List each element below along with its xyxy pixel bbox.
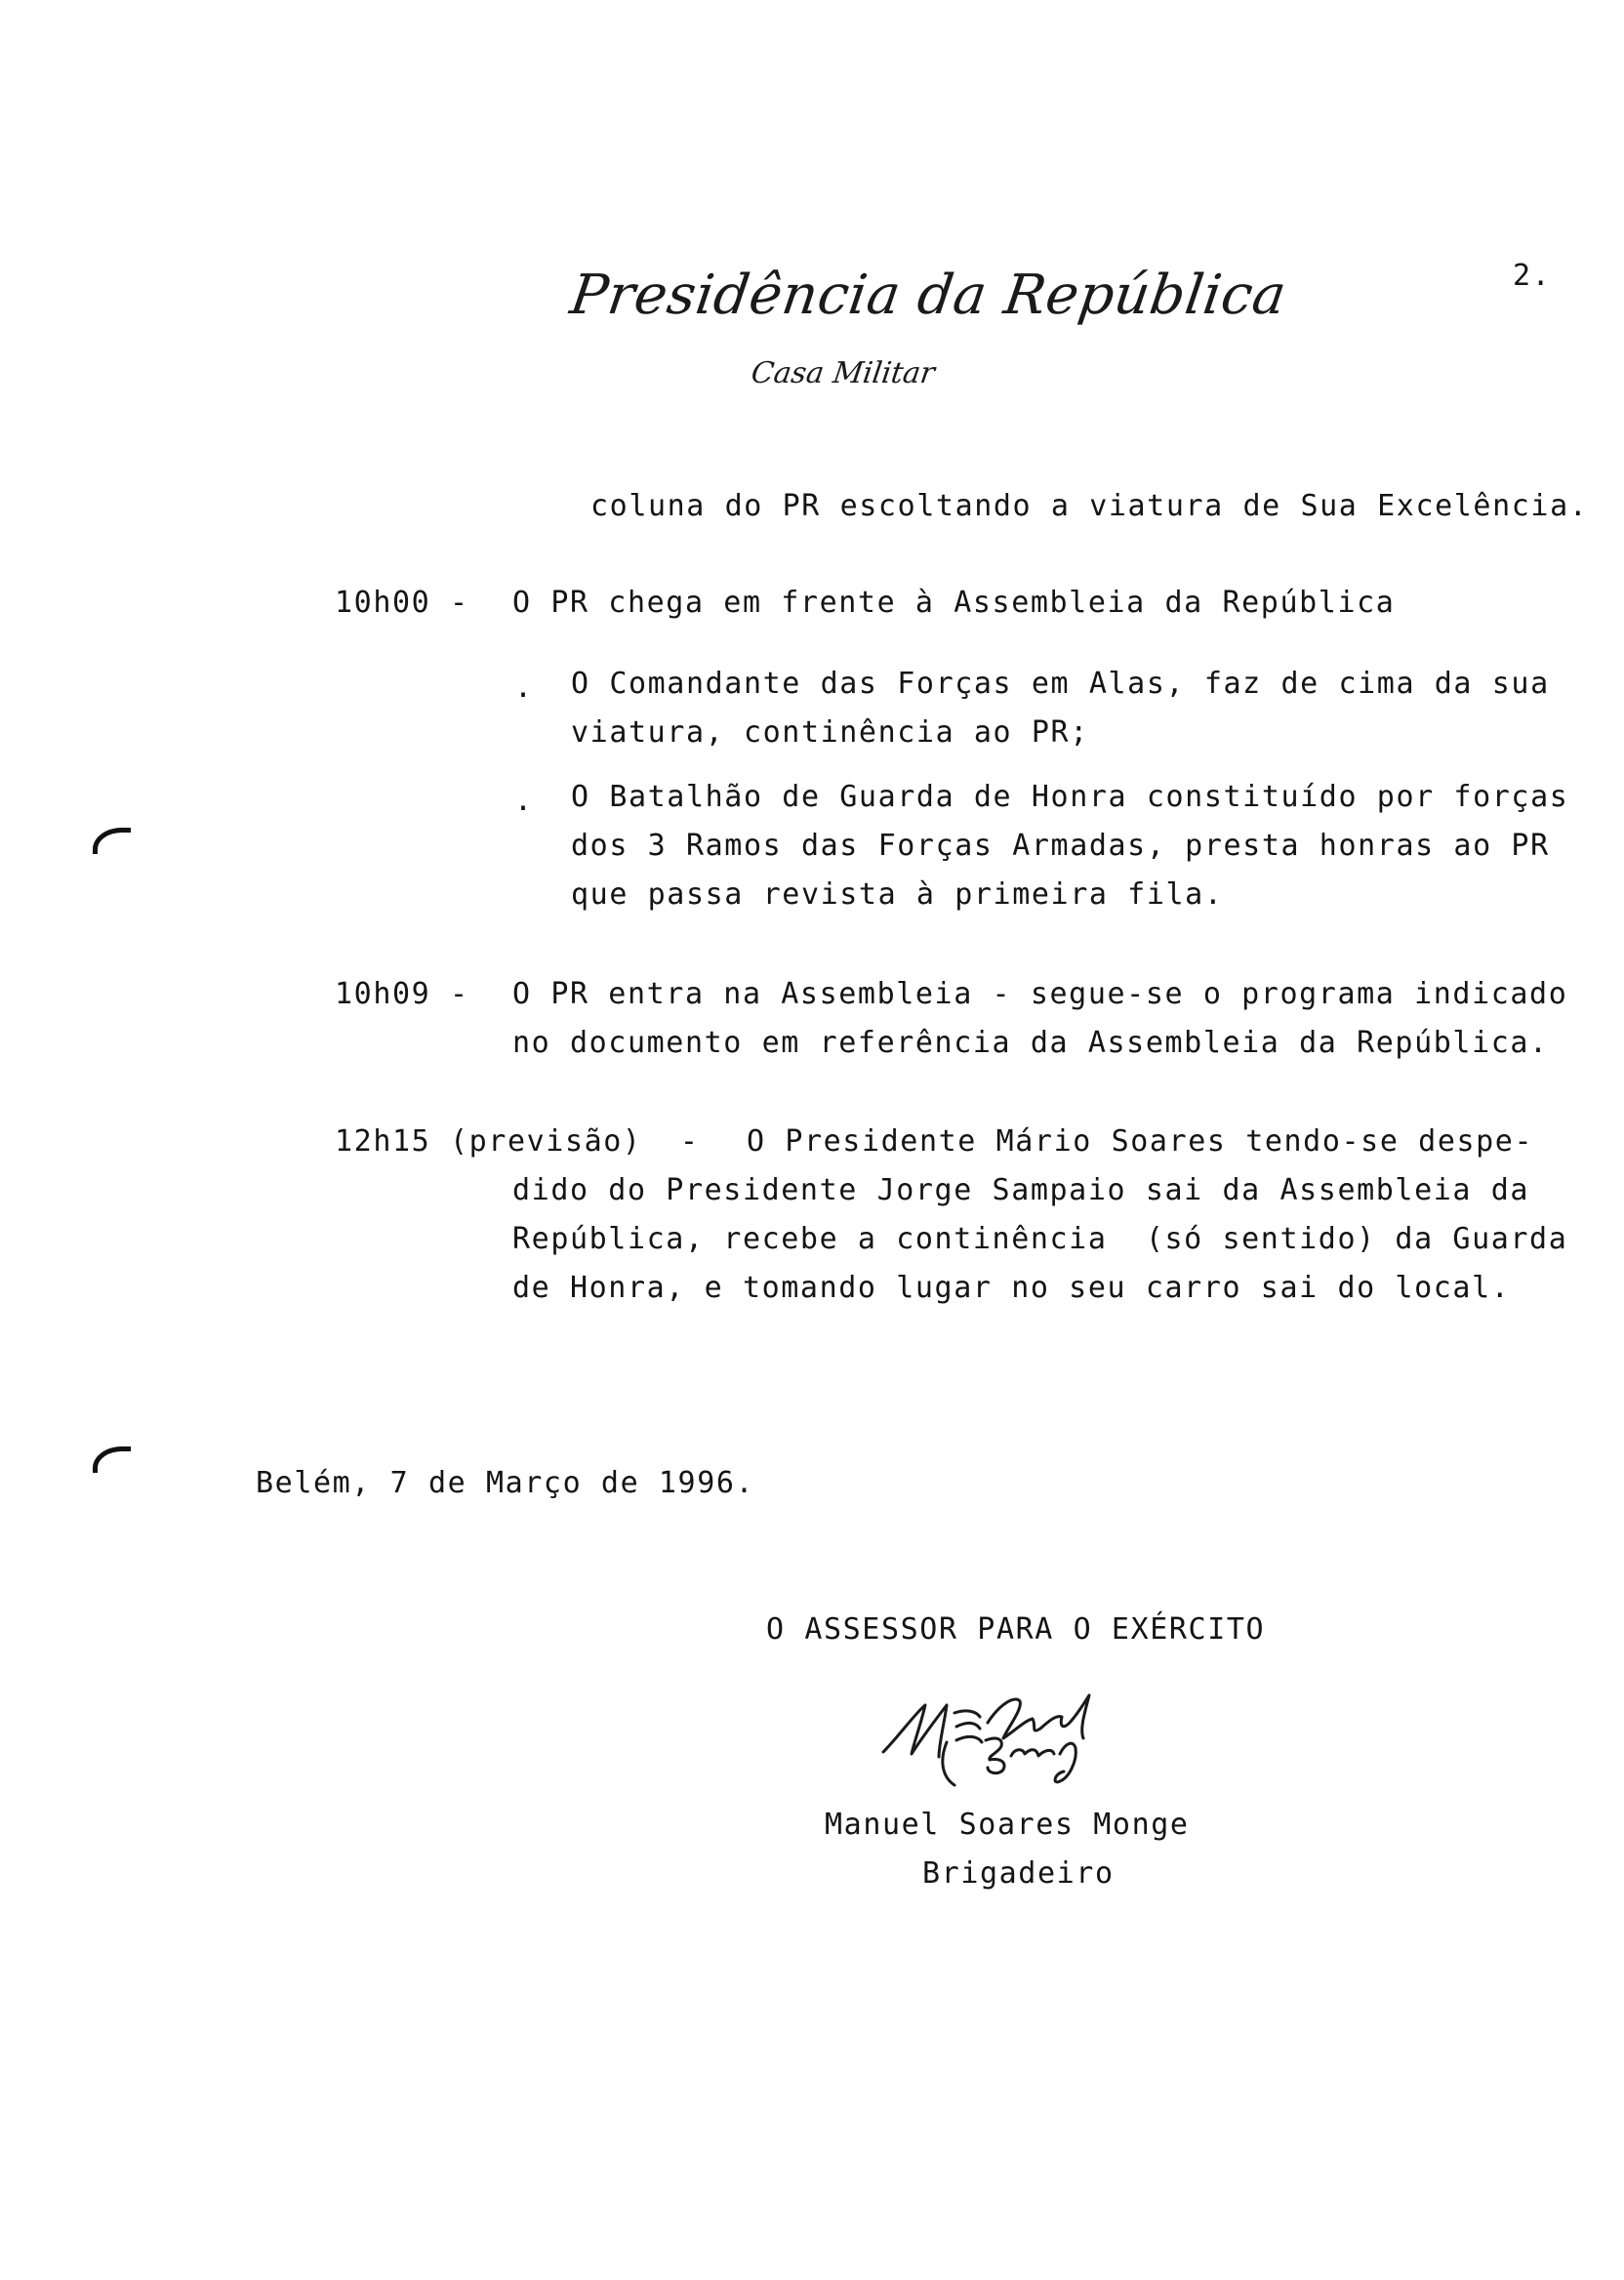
time-label-1009: 10h09 - (335, 977, 469, 1011)
entry-line: no documento em referência da Assembleia da República. (512, 1026, 1549, 1060)
handwritten-signature (878, 1684, 1171, 1811)
entry-line: O Presidente Mário Soares tendo-se despe- (747, 1124, 1534, 1159)
bullet-marker: . (514, 671, 534, 705)
entry-line: dido do Presidente Jorge Sampaio sai da Assembleia da (512, 1173, 1530, 1207)
bullet-line: O Batalhão de Guarda de Honra constituído por forças (571, 780, 1569, 814)
letterhead-title: Presidência da República (566, 264, 1291, 327)
entry-line: de Honra, e tomando lugar no seu carro sai do local. (512, 1271, 1511, 1305)
bullet-marker: . (514, 784, 534, 818)
date-line: Belém, 7 de Março de 1996. (256, 1466, 755, 1500)
bullet-line: O Comandante das Forças em Alas, faz de cima da sua (571, 667, 1550, 701)
bullet-line: viatura, continência ao PR; (571, 715, 1089, 750)
page-number: 2. (1513, 259, 1552, 293)
bullet-line: que passa revista à primeira fila. (571, 877, 1224, 912)
sign-off-title: O ASSESSOR PARA O EXÉRCITO (766, 1612, 1266, 1647)
time-label-1215: 12h15 (previsão) - (335, 1124, 700, 1159)
bullet-line: dos 3 Ramos das Forças Armadas, presta honras ao PR (571, 829, 1550, 863)
signatory-name: Manuel Soares Monge (825, 1808, 1190, 1842)
entry-line: O PR entra na Assembleia - segue-se o programa indicado (512, 977, 1568, 1011)
entry-line: República, recebe a continência (só sentido) da Guarda (512, 1222, 1568, 1256)
continuation-line: coluna do PR escoltando a viatura de Sua Excelência. (590, 489, 1589, 523)
letterhead-subtitle: Casa Militar (749, 356, 937, 390)
time-label-1000: 10h00 - (335, 586, 469, 620)
punch-hole-mark (93, 828, 131, 854)
punch-hole-mark (93, 1446, 131, 1473)
signatory-rank: Brigadeiro (922, 1856, 1115, 1891)
entry-line: O PR chega em frente à Assembleia da República (512, 586, 1396, 620)
